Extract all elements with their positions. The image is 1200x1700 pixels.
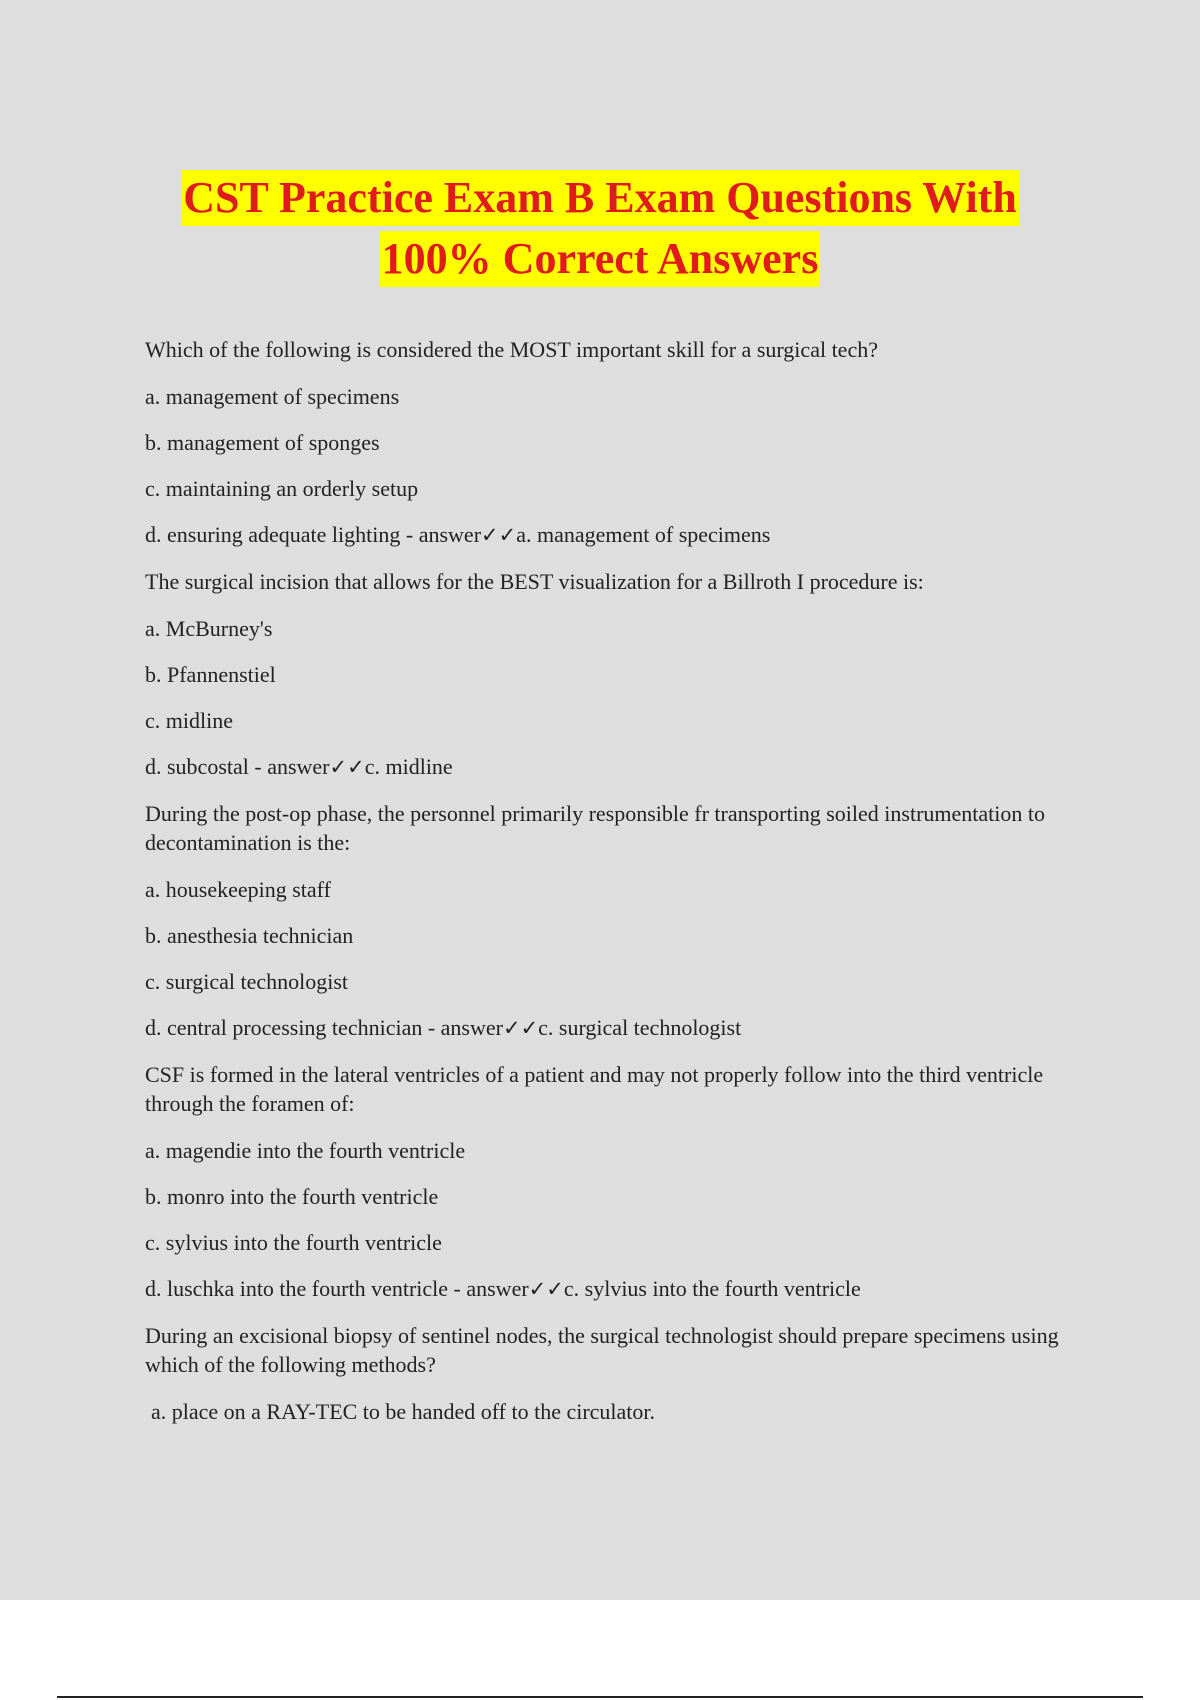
correct-answer: c. sylvius into the fourth ventricle	[563, 1276, 861, 1301]
question-prompt: The surgical incision that allows for the BEST visualization for a Billroth I procedure is:	[145, 569, 924, 594]
answer-option: b. monro into the fourth ventricle	[145, 1184, 439, 1209]
question-block	[145, 335, 1065, 550]
question-prompt: Which of the following is considered the MOST important skill for a surgical tech?	[145, 337, 878, 362]
answer-option: d. ensuring adequate lighting - answer	[145, 522, 482, 547]
question-prompt: CSF is formed in the lateral ventricles of a patient and may not properly follow into the third ventricle through the foramen of:	[145, 1062, 1044, 1116]
answer-option: a. place on a RAY-TEC to be handed off to the circulator.	[151, 1399, 656, 1424]
answer-line	[145, 1013, 1065, 1043]
checkmark-icon: ✓✓	[329, 755, 365, 779]
answer-option: a. management of specimens	[145, 384, 400, 409]
correct-answer: c. midline	[364, 754, 453, 779]
footer-divider	[57, 1696, 1143, 1698]
question-block	[145, 799, 1065, 1043]
answer-option: a. housekeeping staff	[145, 877, 331, 902]
answer-line	[145, 520, 1065, 550]
question-prompt: During an excisional biopsy of sentinel nodes, the surgical technologist should prepare specimens using which of the following methods?	[145, 1323, 1059, 1377]
question-block	[145, 1060, 1065, 1304]
question-block	[145, 1321, 1065, 1426]
answer-option: b. Pfannenstiel	[145, 662, 276, 687]
title-line-1: CST Practice Exam B Exam Questions With	[181, 170, 1019, 226]
answer-option: a. McBurney's	[145, 616, 273, 641]
answer-line	[145, 752, 1065, 782]
correct-answer: a. management of specimens	[516, 522, 771, 547]
answer-option: c. maintaining an orderly setup	[145, 476, 419, 501]
answer-option: d. luschka into the fourth ventricle - answer	[145, 1276, 529, 1301]
answer-option: c. midline	[145, 708, 233, 733]
answer-option: c. surgical technologist	[145, 969, 349, 994]
answer-option: d. central processing technician - answer	[145, 1015, 503, 1040]
answer-option: b. management of sponges	[145, 430, 380, 455]
answer-line	[145, 1274, 1065, 1304]
checkmark-icon: ✓✓	[502, 1016, 539, 1040]
question-block	[145, 567, 1065, 782]
document-title	[0, 170, 1200, 292]
checkmark-icon: ✓✓	[528, 1277, 564, 1301]
answer-option: d. subcostal - answer	[145, 754, 330, 779]
question-prompt: During the post-op phase, the personnel primarily responsible fr transporting soiled instrumentation to decontamination is the:	[145, 801, 1045, 855]
correct-answer: c. surgical technologist	[538, 1015, 742, 1040]
title-line-2: 100% Correct Answers	[380, 231, 821, 287]
answer-option: a. magendie into the fourth ventricle	[145, 1138, 466, 1163]
answer-option: c. sylvius into the fourth ventricle	[145, 1230, 442, 1255]
answer-option: b. anesthesia technician	[145, 923, 354, 948]
checkmark-icon: ✓✓	[481, 523, 517, 547]
question-list	[145, 335, 1065, 1443]
